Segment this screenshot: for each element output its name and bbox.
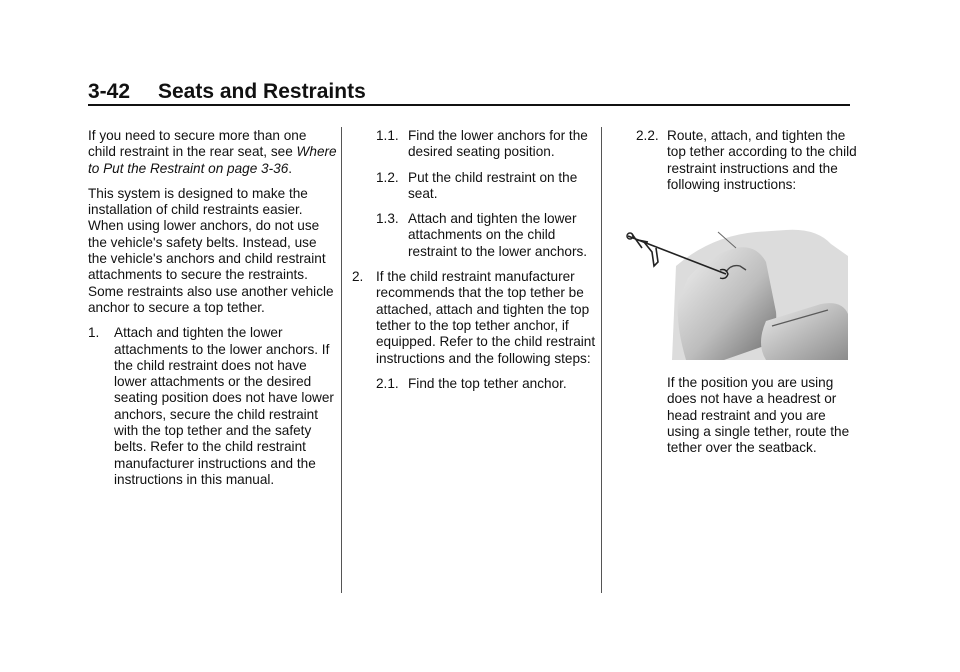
page-number: 3-42 <box>88 80 131 103</box>
system-paragraph: This system is designed to make the installation of child restraints easier. When using lower anchors, do not use the vehicle's safety belts. Instead, use the vehicle's anchors and child restraint attachments to secure the restraints. Some restraints also use another vehicle anchor to secure a top tether. <box>88 185 334 315</box>
step-number: 1. <box>88 325 100 341</box>
column-1 <box>88 128 338 497</box>
step-text: Attach and tighten the lower attachments on the child restraint to the lower anchors. <box>408 211 588 259</box>
step-text: Find the top tether anchor. <box>408 375 567 391</box>
step-1-3 <box>376 211 597 260</box>
step-2-1 <box>376 376 597 392</box>
step-number: 1.2. <box>376 169 399 185</box>
page-header <box>88 80 850 106</box>
step-1-1 <box>376 128 597 161</box>
step-number: 2.2. <box>636 128 659 143</box>
column-divider <box>341 127 342 593</box>
column-2 <box>352 128 597 401</box>
column-3 <box>618 128 858 202</box>
cross-reference-link[interactable]: Where to Put the Restraint on page 3-36 <box>88 144 337 176</box>
intro-paragraph: If you need to secure more than one child restraint in the rear seat, see Where to Put the Restraint on page 3-36. <box>88 128 337 176</box>
section-title: Seats and Restraints <box>158 80 366 103</box>
step-text: If the child restraint manufacturer recommends that the top tether be attached, attach and tighten the top tether to the top tether anchor, if equipped. Refer to the child restraint instructions and the following steps: <box>376 269 596 366</box>
seat-tether-illustration-icon <box>616 226 848 360</box>
step-2 <box>352 269 597 367</box>
step-number: 2.1. <box>376 375 399 391</box>
step-text: Attach and tighten the lower attachments to the lower anchors. If the child restraint does not have lower attachments or the desired seating position does not have lower anchors, secure the child restraint with the top tether and the safety belts. Refer to the child restraint manufacturer instructions and the instructions in this manual. <box>114 325 334 487</box>
headrest-note: If the position you are using does not have a headrest or head restraint and you are using a single tether, route the tether over the seatback. <box>667 375 850 456</box>
step-number: 2. <box>352 269 364 285</box>
step-text: Put the child restraint on the seat. <box>408 169 578 201</box>
column-divider <box>601 127 602 593</box>
step-text: Find the lower anchors for the desired seating position. <box>408 128 588 160</box>
step-1 <box>88 325 338 488</box>
step-1-2 <box>376 170 597 203</box>
step-number: 1.3. <box>376 211 399 227</box>
step-2-2 <box>636 128 858 193</box>
step-number: 1.1. <box>376 128 399 143</box>
step-text: Route, attach, and tighten the top tether according to the child restraint instructions and the following instructions: <box>667 128 857 192</box>
